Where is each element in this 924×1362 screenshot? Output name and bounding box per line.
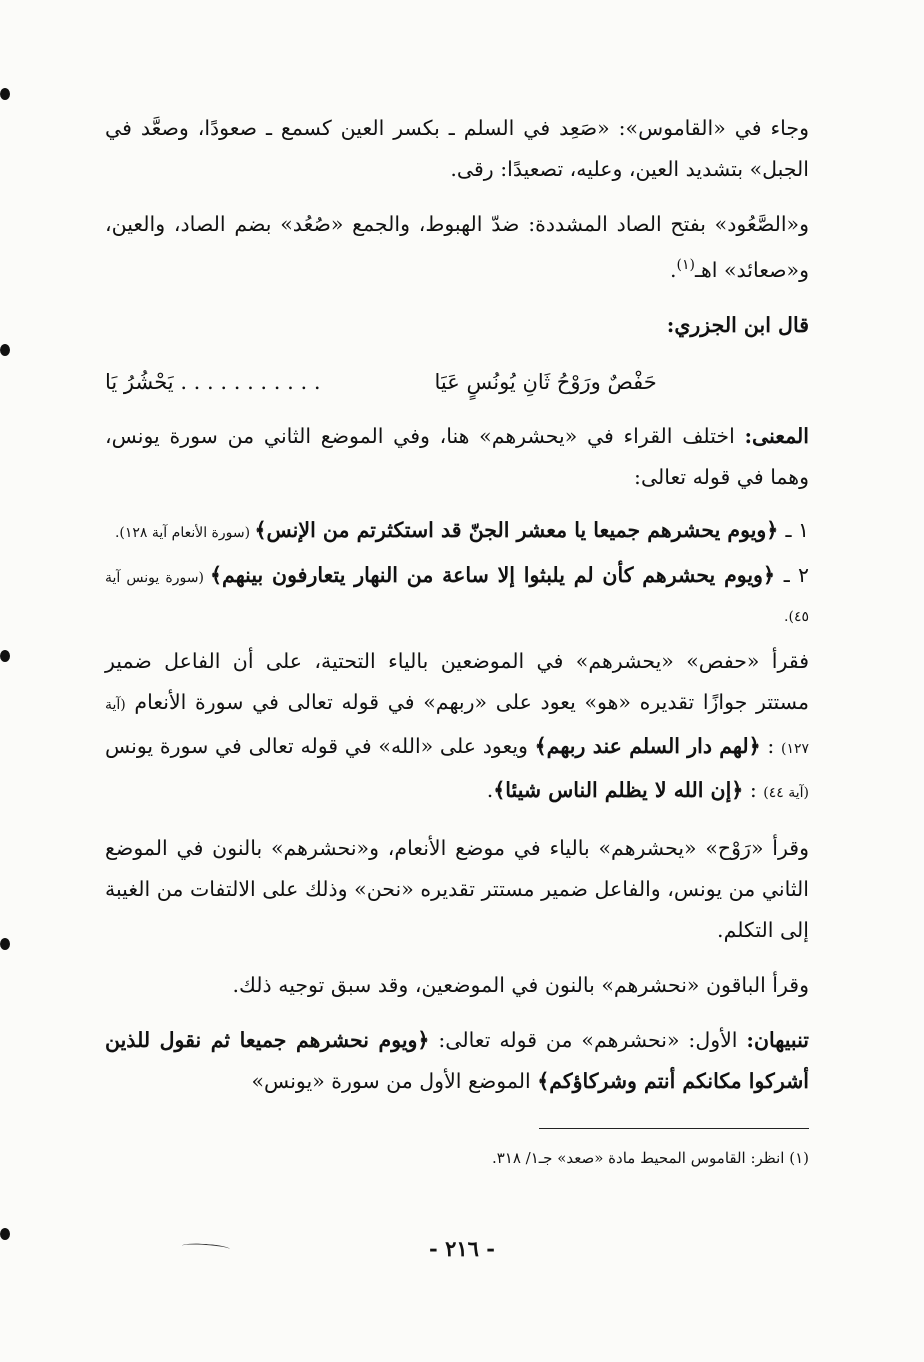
verse-reference: (سورة يونس آية ٤٥). [105, 569, 809, 625]
footnote: (١) انظر: القاموس المحيط مادة «صعد» جـ١/ ٣١٨. [491, 1148, 809, 1167]
footnote-ref: (١) [676, 257, 695, 273]
binding-hole-mark [0, 344, 10, 356]
verse-text: ﴿ويوم يحشرهم كأن لم يلبثوا إلا ساعة من النهار يتعارفون بينهم﴾ [210, 562, 784, 587]
binding-hole-mark [0, 650, 10, 662]
paragraph-suud [105, 204, 809, 291]
poem-first-half: . . . . . . . . . . . يَحْشُرُ يَا [105, 369, 321, 394]
notes-label: تنبيهان: [746, 1027, 810, 1052]
paragraph-rawh: وقرأ «رَوْح» «يحشرهم» بالياء في موضع الأنعام، و«نحشرهم» بالنون في الموضع الثاني من يونس، والفاعل ضمير مستتر تقديره «نحن» وذلك على الالتفات من الغيبة إلى التكلم. [105, 835, 809, 942]
hafs-text-4: : [743, 777, 764, 802]
footnote-divider [539, 1128, 809, 1129]
notes-text-1: الأول: «نحشرهم» من قوله تعالى: [429, 1027, 747, 1052]
paragraph-suud-text: و«الصَّعُود» بفتح الصاد المشددة: ضدّ الهبوط، والجمع «صُعُد» بضم الصاد، والعين، و«صعائد» اهـ [105, 212, 809, 282]
quran-quote: ﴿ويوم نحشرهم جميعا ثم نقول للذين أشركوا مكانكم أنتم وشركاؤكم﴾ [105, 1027, 809, 1093]
quran-quote: ﴿إن الله لا يظلم الناس شيئا﴾ [493, 777, 744, 802]
ayah-ref: (آية ١٢٧) [105, 696, 810, 757]
paragraph-meaning [105, 416, 809, 498]
paragraph-qamus: وجاء في «القاموس»: «صَعِد في السلم ـ بكسر العين كسمع ـ صعودًا، وصعَّد في الجبل» بتشديد العين، وعليه، تصعيدًا: رقى. [105, 116, 809, 181]
paragraph-others: وقرأ الباقون «نحشرهم» بالنون في الموضعين، وقد سبق توجيه ذلك. [232, 972, 809, 997]
section-heading: قال ابن الجزري: [666, 312, 809, 337]
hafs-text-5: . [486, 777, 494, 802]
binding-hole-mark [0, 938, 10, 950]
verse-text: ﴿ويوم يحشرهم جميعا يا معشر الجنّ قد استكثرتم من الإنس﴾ [254, 517, 786, 542]
meaning-text: اختلف القراء في «يحشرهم» هنا، وفي الموضع الثاني من سورة يونس، وهما في قوله تعالى: [105, 423, 809, 489]
poem-verse [105, 360, 809, 404]
verse-number: ١ ـ [785, 517, 809, 542]
quran-quote: ﴿لهم دار السلم عند ربهم﴾ [534, 733, 761, 758]
hafs-text-3: ويعود على «الله» في قوله تعالى في سورة يونس [105, 733, 535, 758]
hafs-text-1: فقرأ «حفص» «يحشرهم» في الموضعين بالياء التحتية، على أن الفاعل ضمير مستتر جوازًا تقديره «هو» يعود على «ربهم» في قوله تعالى في سورة الأنعام [105, 648, 809, 714]
verse-item-2 [105, 557, 809, 635]
hafs-text-2: : [760, 733, 781, 758]
page-content [105, 108, 809, 1173]
verse-number: ٢ ـ [783, 562, 809, 587]
meaning-label: المعنى: [744, 423, 809, 448]
ayah-ref: (آية ٤٤) [763, 784, 809, 801]
paragraph-hafs [105, 641, 809, 814]
binding-hole-mark [0, 88, 10, 100]
paragraph-suud-end: . [669, 257, 677, 282]
paragraph-notes [105, 1020, 809, 1102]
verse-item-1 [105, 512, 809, 551]
verse-reference: (سورة الأنعام آية ١٢٨). [114, 524, 255, 541]
poem-second-half: حَفْصٌ ورَوْحُ ثَانِ يُونُسٍ عَيَا [434, 369, 657, 394]
page-number: - ٢١٦ - [429, 1236, 495, 1261]
notes-text-2: الموضع الأول من سورة «يونس» [251, 1068, 538, 1093]
